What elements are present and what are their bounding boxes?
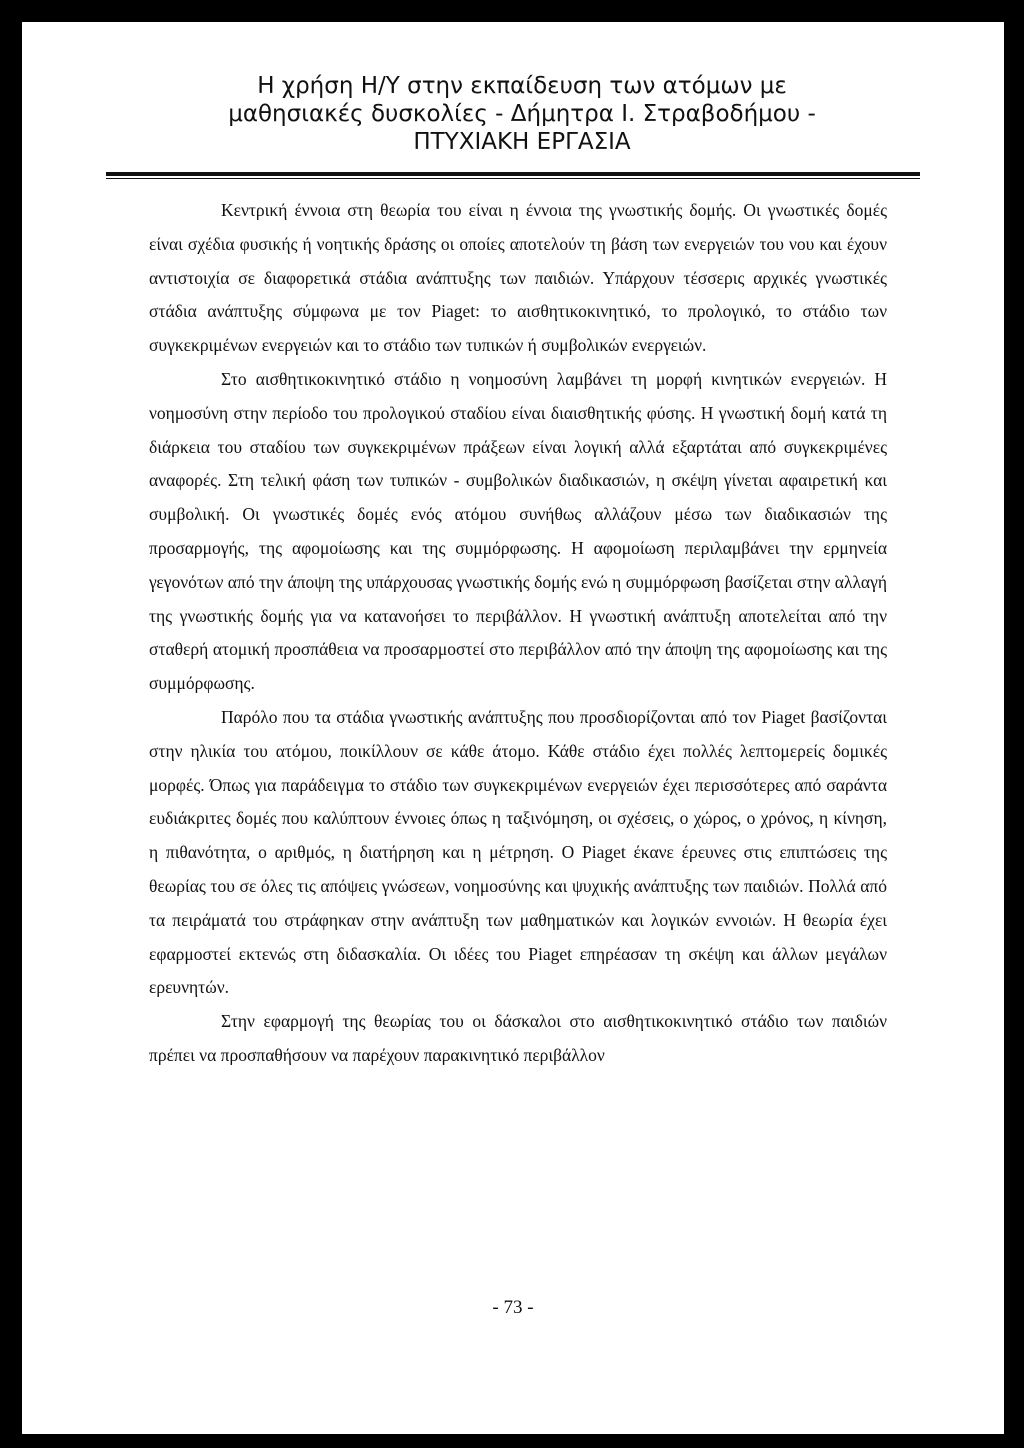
- paragraph: Στο αισθητικοκινητικό στάδιο η νοημοσύνη λαμβάνει τη μορφή κινητικών ενεργειών. Η νοημοσύνη στην περίοδο του προλογικού σταδίου είναι διαισθητικής φύσης. Η γνωστική δομή κατά τη διάρκεια του σταδίου των συγκεκριμένων πράξεων είναι λογική αλλά εξαρτάται από συγκεκριμένες αναφορές. Στη τελική φάση των τυπικών - συμβολικών διαδικασιών, η σκέψη γίνεται αφαιρετική και συμβολική. Οι γνωστικές δομές ενός ατόμου συνήθως αλλάζουν μέσω των διαδικασιών της προσαρμογής, της αφομοίωσης και της συμμόρφωσης. Η αφομοίωση περιλαμβάνει την ερμηνεία γεγονότων από την άποψη της υπάρχουσας γνωστικής δομής ενώ η συμμόρφωση βασίζεται στην αλλαγή της γνωστικής δομής για να κατανοήσει το περιβάλλον. Η γνωστική ανάπτυξη αποτελείται από την σταθερή ατομική προσπάθεια να προσαρμοστεί στο περιβάλλον από την άποψη της αφομοίωσης και της συμμόρφωσης.: [149, 368, 887, 694]
- page-number: - 73 -: [492, 1297, 534, 1318]
- body-text: [149, 194, 887, 1073]
- header-rule-thick: [106, 172, 920, 176]
- header-line-1: Η χρήση Η/Υ στην εκπαίδευση των ατόμων με: [257, 73, 787, 99]
- paragraph: Παρόλο που τα στάδια γνωστικής ανάπτυξης που προσδιορίζονται από τον Piaget βασίζονται στην ηλικία του ατόμου, ποικίλλουν σε κάθε άτομο. Κάθε στάδιο έχει πολλές λεπτομερείς δομικές μορφές. Όπως για παράδειγμα το στάδιο των συγκεκριμένων ενεργειών έχει περισσότερες από σαράντα ευδιάκριτες δομές που καλύπτουν έννοιες όπως η ταξινόμηση, οι σχέσεις, ο χώρος, ο χρόνος, η κίνηση, η πιθανότητα, ο αριθμός, η διατήρηση και η μέτρηση. Ο Piaget έκανε έρευνες στις επιπτώσεις της θεωρίας του σε όλες τις απόψεις γνώσεων, νοημοσύνης και ψυχικής ανάπτυξης των παιδιών. Πολλά από τα πειράματά του στράφηκαν στην ανάπτυξη των μαθηματικών και λογικών εννοιών. Η θεωρία έχει εφαρμοστεί εκτενώς στη διδασκαλία. Οι ιδέες του Piaget επηρέασαν τη σκέψη και άλλων μεγάλων ερευνητών.: [149, 706, 887, 998]
- header-rule-thin: [106, 178, 920, 179]
- paragraph: Κεντρική έννοια στη θεωρία του είναι η έννοια της γνωστικής δομής. Οι γνωστικές δομές είναι σχέδια φυσικής ή νοητικής δράσης οι οποίες αποτελούν τη βάση των ενεργειών του νου και έχουν αντιστοιχία σε διαφορετικά στάδια ανάπτυξης των παιδιών. Υπάρχουν τέσσερις αρχικές γνωστικές στάδια ανάπτυξης σύμφωνα με τον Piaget: το αισθητικοκινητικό, το προλογικό, το στάδιο των συγκεκριμένων ενεργειών και το στάδιο των τυπικών ή συμβολικών ενεργειών.: [149, 200, 887, 356]
- paragraph: Στην εφαρμογή της θεωρίας του οι δάσκαλοι στο αισθητικοκινητικό στάδιο των παιδιών πρέπει να προσπαθήσουν να παρέχουν παρακινητικό περιβάλλον: [149, 1011, 887, 1065]
- header-line-3: ΠΤΥΧΙΑΚΗ ΕΡΓΑΣΙΑ: [413, 129, 631, 155]
- header-line-2: μαθησιακές δυσκολίες - Δήμητρα Ι. Στραβοδήμου -: [228, 101, 816, 127]
- running-header: [102, 72, 942, 156]
- document-page: [22, 22, 1004, 1434]
